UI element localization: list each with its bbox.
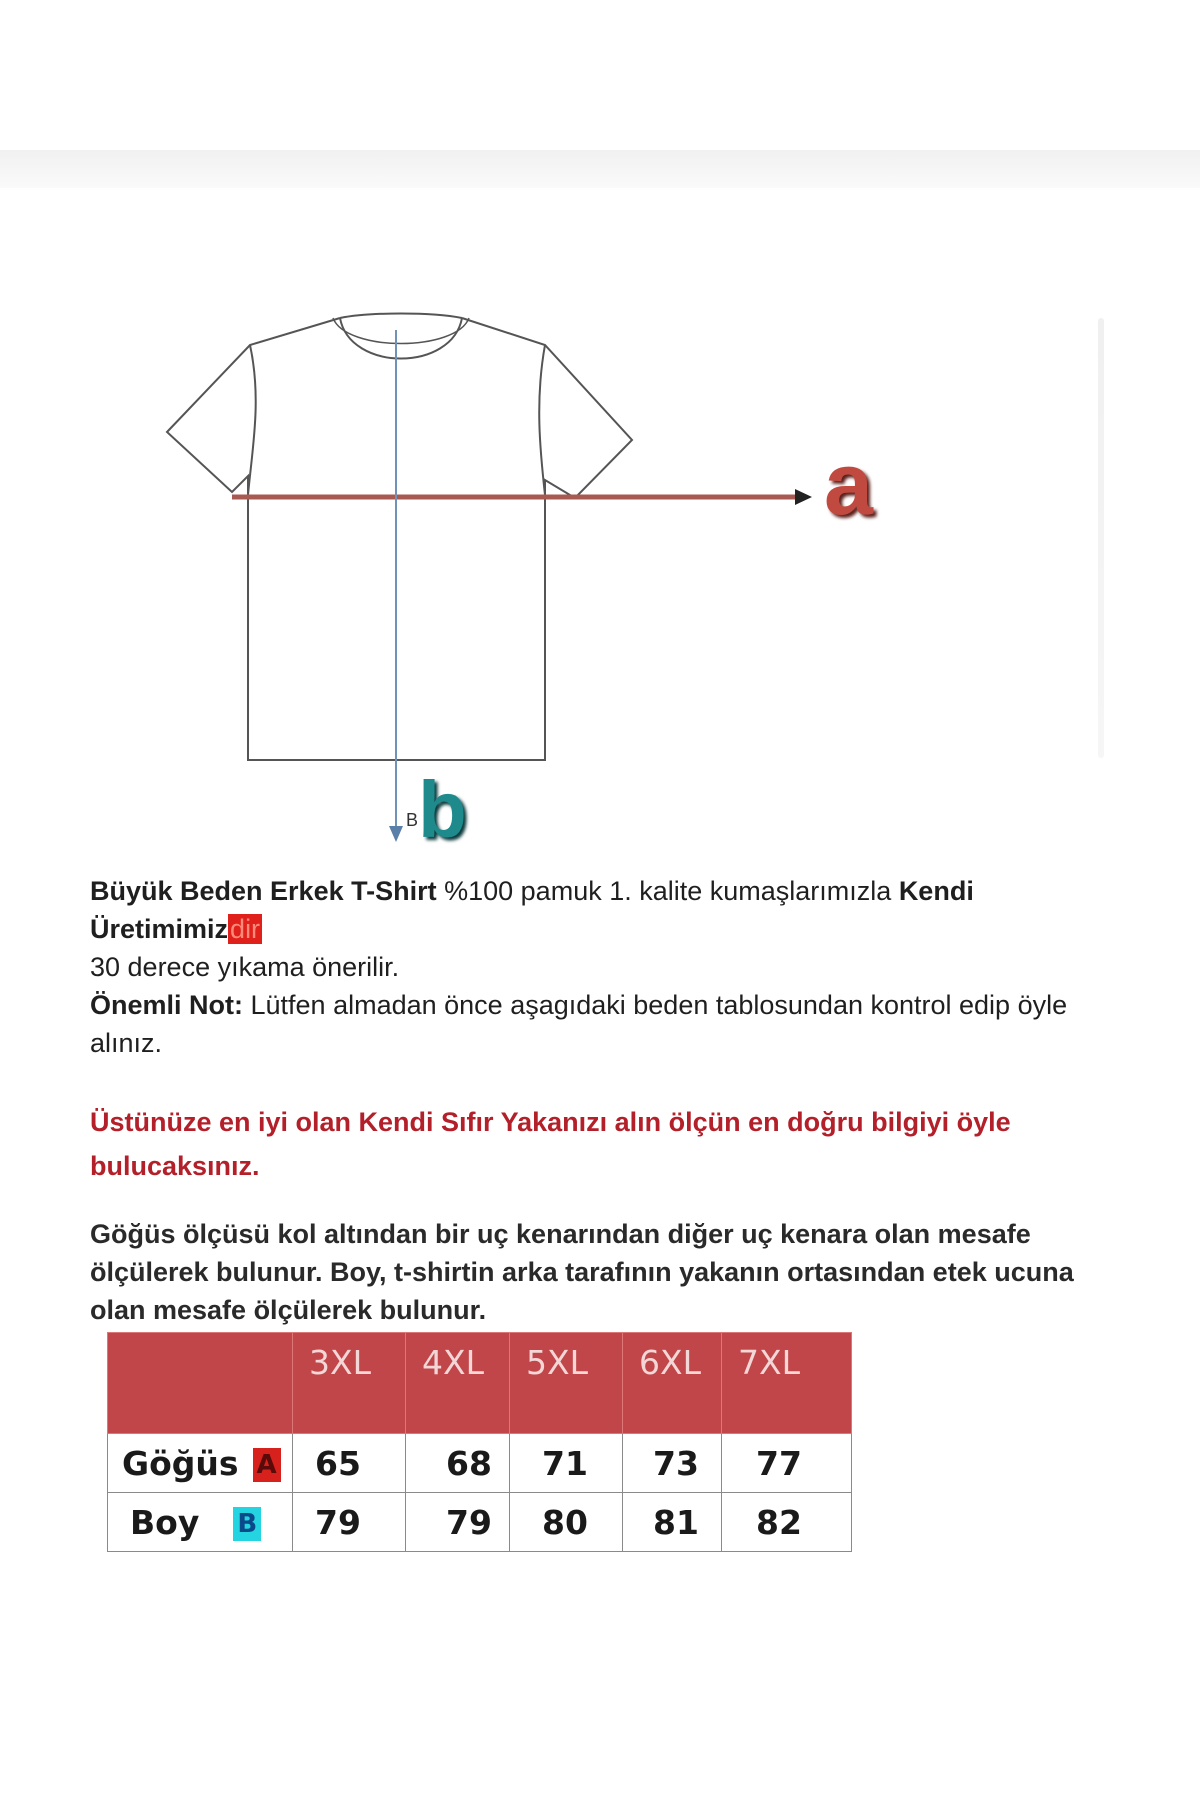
washing-note: 30 derece yıkama önerilir. bbox=[90, 952, 400, 982]
tag-a: A bbox=[253, 1448, 281, 1482]
tshirt-right-sleeve bbox=[462, 318, 632, 498]
cell-boy-4xl: 79 bbox=[406, 1493, 510, 1552]
red-advice-note: Üstünüze en iyi olan Kendi Sıfır Yakanızı alın ölçün en doğru bilgiyi öyle bulucaksınız. bbox=[90, 1107, 1011, 1181]
tshirt-collar-outer bbox=[340, 318, 462, 359]
header-5xl: 5XL bbox=[510, 1333, 623, 1434]
header-7xl: 7XL bbox=[722, 1333, 852, 1434]
cell-gogus-5xl: 71 bbox=[510, 1434, 623, 1493]
cell-gogus-6xl: 73 bbox=[623, 1434, 722, 1493]
table-row bbox=[108, 1434, 852, 1493]
measure-arrow-b bbox=[389, 826, 403, 842]
product-description bbox=[90, 872, 1100, 1062]
cell-gogus-4xl: 68 bbox=[406, 1434, 510, 1493]
tshirt-left-armhole bbox=[248, 345, 256, 495]
tshirt-neckline bbox=[340, 314, 462, 319]
cell-boy-5xl: 80 bbox=[510, 1493, 623, 1552]
cell-boy-7xl: 82 bbox=[722, 1493, 852, 1552]
tag-b: B bbox=[233, 1507, 261, 1541]
header-4xl: 4XL bbox=[406, 1333, 510, 1434]
tshirt-left-sleeve bbox=[167, 318, 340, 495]
measure-label-b-small: B bbox=[406, 810, 419, 830]
row-label-boy: Boy B bbox=[108, 1493, 293, 1552]
size-table bbox=[107, 1332, 852, 1552]
tshirt-diagram bbox=[0, 0, 1200, 860]
tshirt-right-armhole bbox=[539, 345, 545, 495]
header-empty bbox=[108, 1333, 293, 1434]
measure-label-b: b bbox=[418, 765, 467, 854]
size-table-header bbox=[108, 1333, 852, 1434]
measurement-instructions: Göğüs ölçüsü kol altından bir uç kenarından diğer uç kenara olan mesafe ölçülerek bulunur. Boy, t-shirtin arka tarafının yakanın ortasından etek ucuna olan mesafe ölçülerek bulunur. bbox=[90, 1219, 1074, 1325]
highlight-text: dir bbox=[230, 914, 261, 944]
row-label-gogus: Göğüs A bbox=[108, 1434, 293, 1493]
cell-boy-6xl: 81 bbox=[623, 1493, 722, 1552]
cell-gogus-3xl: 65 bbox=[293, 1434, 406, 1493]
cell-gogus-7xl: 77 bbox=[722, 1434, 852, 1493]
measure-arrow-a bbox=[795, 489, 812, 505]
measure-label-a: a bbox=[824, 434, 873, 533]
cell-boy-3xl: 79 bbox=[293, 1493, 406, 1552]
header-3xl: 3XL bbox=[293, 1333, 406, 1434]
important-note: Önemli Not: Lütfen almadan önce aşagıdaki beden tablosundan kontrol edip öyle alınız. bbox=[90, 990, 1068, 1058]
tshirt-collar-inner bbox=[333, 318, 469, 344]
tshirt-outline bbox=[167, 314, 632, 761]
description-line-1: Büyük Beden Erkek T-Shirt %100 pamuk 1. kalite kumaşlarımızla Kendi bbox=[90, 876, 974, 906]
header-6xl: 6XL bbox=[623, 1333, 722, 1434]
table-row bbox=[108, 1493, 852, 1552]
description-line-2: Üretimimizdir bbox=[90, 914, 261, 944]
